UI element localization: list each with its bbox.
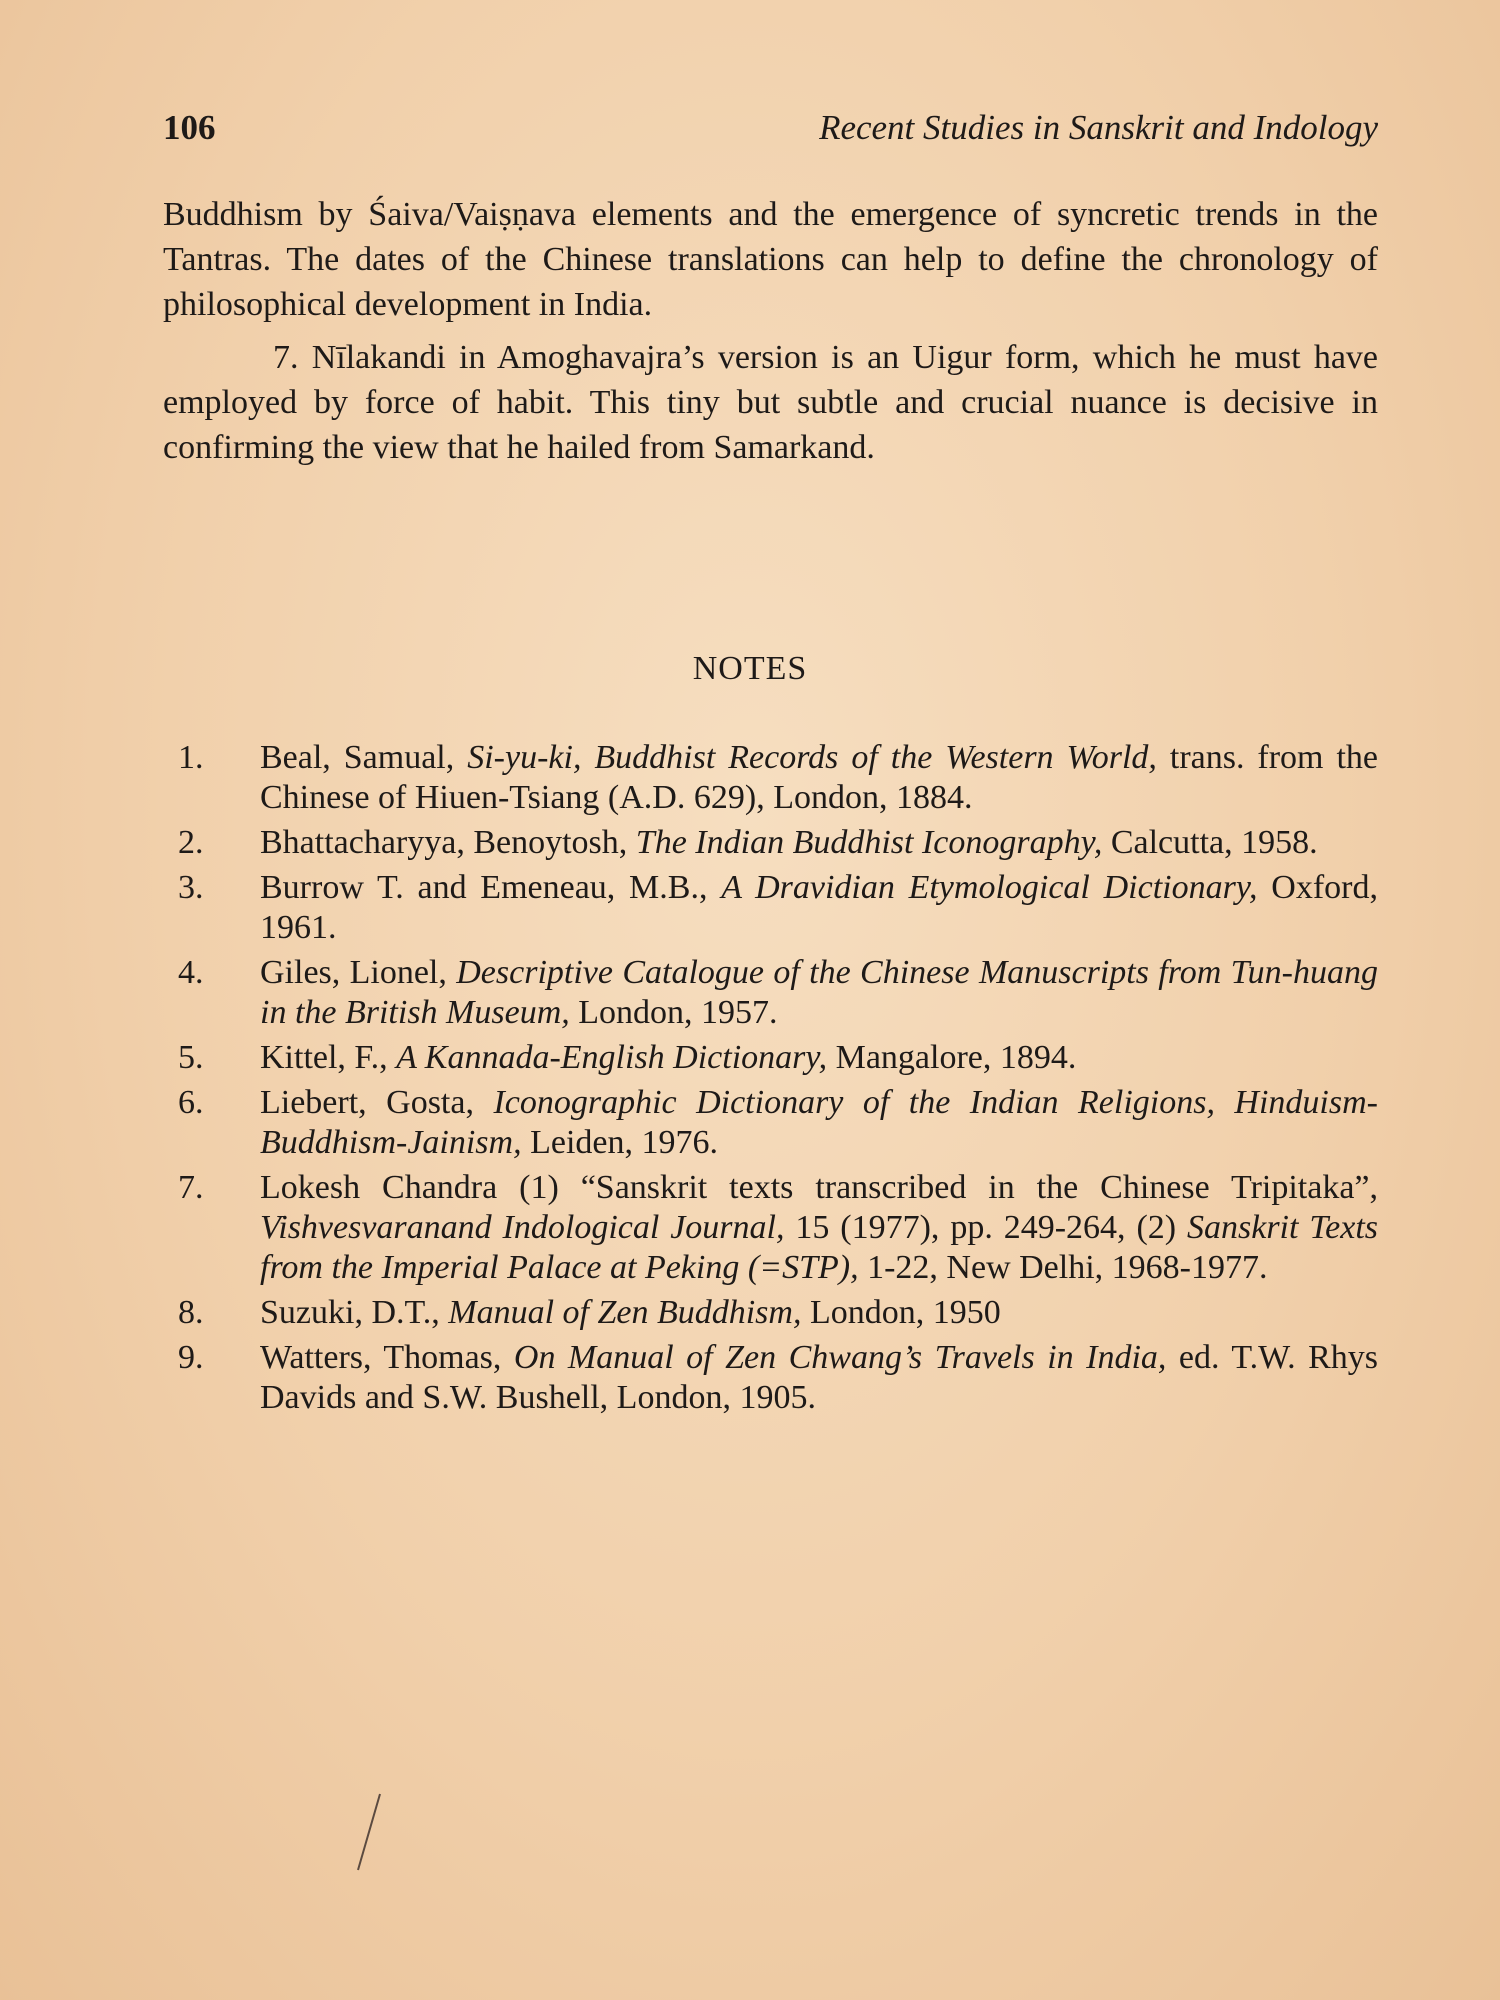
note-author: Watters, Thomas,	[260, 1339, 514, 1376]
note-author: Beal, Samual,	[260, 739, 468, 776]
page-header	[163, 108, 1378, 158]
note-title: On Manual of Zen Chwang’s Travels in India,	[513, 1339, 1167, 1376]
note-details: London, 1950	[801, 1294, 1001, 1331]
note-details: Calcutta, 1958.	[1102, 824, 1318, 861]
notes-list	[178, 738, 1378, 1423]
note-item	[178, 823, 1378, 863]
notes-heading: NOTES	[692, 650, 808, 687]
note-number: 1.	[178, 739, 204, 776]
running-title: Recent Studies in Sanskrit and Indology	[819, 108, 1378, 147]
note-details: trans. from the Chinese of Hiuen-Tsiang (A.D. 629), London, 1884.	[260, 739, 1379, 816]
pencil-mark	[350, 1790, 390, 1875]
note-number: 9.	[178, 1339, 204, 1376]
note-title: A Kannada-English Dictionary,	[396, 1039, 828, 1076]
body-paragraph: 7. Nīlakandi in Amoghavajra’s version is an Uigur form, which he must have employed by force of habit. This tiny but subtle and crucial nuance is decisive in confirming the view that he hailed from Samarkand.	[163, 339, 1378, 466]
note-author: Giles, Lionel,	[260, 954, 457, 991]
body-paragraph: Buddhism by Śaiva/Vaiṣṇava elements and the emergence of syncretic trends in the Tantras. The dates of the Chinese translations can help to define the chronology of philosophical development in India.	[163, 196, 1378, 323]
note-title: A Dravidian Etymological Dictionary,	[721, 869, 1258, 906]
note-title: Manual of Zen Buddhism,	[448, 1294, 802, 1331]
note-item	[178, 1293, 1378, 1333]
note-details: ed. T.W. Rhys Davids and S.W. Bushell, London, 1905.	[260, 1339, 1378, 1416]
note-title: Iconographic Dictionary of the Indian Religions, Hinduism-Buddhism-Jainism,	[260, 1084, 1378, 1161]
note-details: 1-22, New Delhi, 1968-1977.	[858, 1249, 1268, 1286]
note-number: 5.	[178, 1039, 204, 1076]
note-text	[260, 1083, 1378, 1163]
note-number: 3.	[178, 869, 204, 906]
note-title: Vishvesvaranand Indological Journal,	[260, 1209, 785, 1246]
note-title: Sanskrit Texts from the Imperial Palace at Peking (=STP),	[260, 1209, 1378, 1286]
note-author: Kittel, F.,	[260, 1039, 397, 1076]
note-number: 8.	[178, 1294, 204, 1331]
note-text	[260, 1293, 1378, 1333]
note-details: Mangalore, 1894.	[827, 1039, 1077, 1076]
body-text	[163, 192, 1378, 470]
note-item	[178, 868, 1378, 948]
note-details: 15 (1977), pp. 249-264, (2)	[784, 1209, 1187, 1246]
note-text	[260, 953, 1378, 1033]
note-item	[178, 1083, 1378, 1163]
note-item	[178, 1168, 1378, 1288]
note-author: Bhattacharyya, Benoytosh,	[260, 824, 636, 861]
note-text	[260, 1038, 1378, 1078]
note-text	[260, 868, 1378, 948]
note-details: Oxford, 1961.	[260, 869, 1378, 946]
note-text	[260, 823, 1378, 863]
note-item	[178, 953, 1378, 1033]
note-title: Descriptive Catalogue of the Chinese Manuscripts from Tun-huang in the British Museum,	[260, 954, 1378, 1031]
note-author: Burrow T. and Emeneau, M.B.,	[260, 869, 722, 906]
note-details: Leiden, 1976.	[521, 1124, 718, 1161]
note-title: Si-yu-ki, Buddhist Records of the Western World,	[467, 739, 1157, 776]
note-author: Suzuki, D.T.,	[260, 1294, 449, 1331]
note-number: 4.	[178, 954, 204, 991]
note-item	[178, 1038, 1378, 1078]
note-author: Lokesh Chandra (1) “Sanskrit texts transcribed in the Chinese Tripitaka”,	[260, 1169, 1378, 1206]
note-text	[260, 1168, 1378, 1288]
note-details: London, 1957.	[569, 994, 778, 1031]
note-text	[260, 738, 1378, 818]
note-item	[178, 1338, 1378, 1418]
note-number: 7.	[178, 1169, 204, 1206]
note-number: 2.	[178, 824, 204, 861]
page-number: 106	[163, 108, 216, 147]
note-author: Liebert, Gosta,	[260, 1084, 494, 1121]
note-item	[178, 738, 1378, 818]
note-text	[260, 1338, 1378, 1418]
note-title: The Indian Buddhist Iconography,	[635, 824, 1103, 861]
note-number: 6.	[178, 1084, 204, 1121]
